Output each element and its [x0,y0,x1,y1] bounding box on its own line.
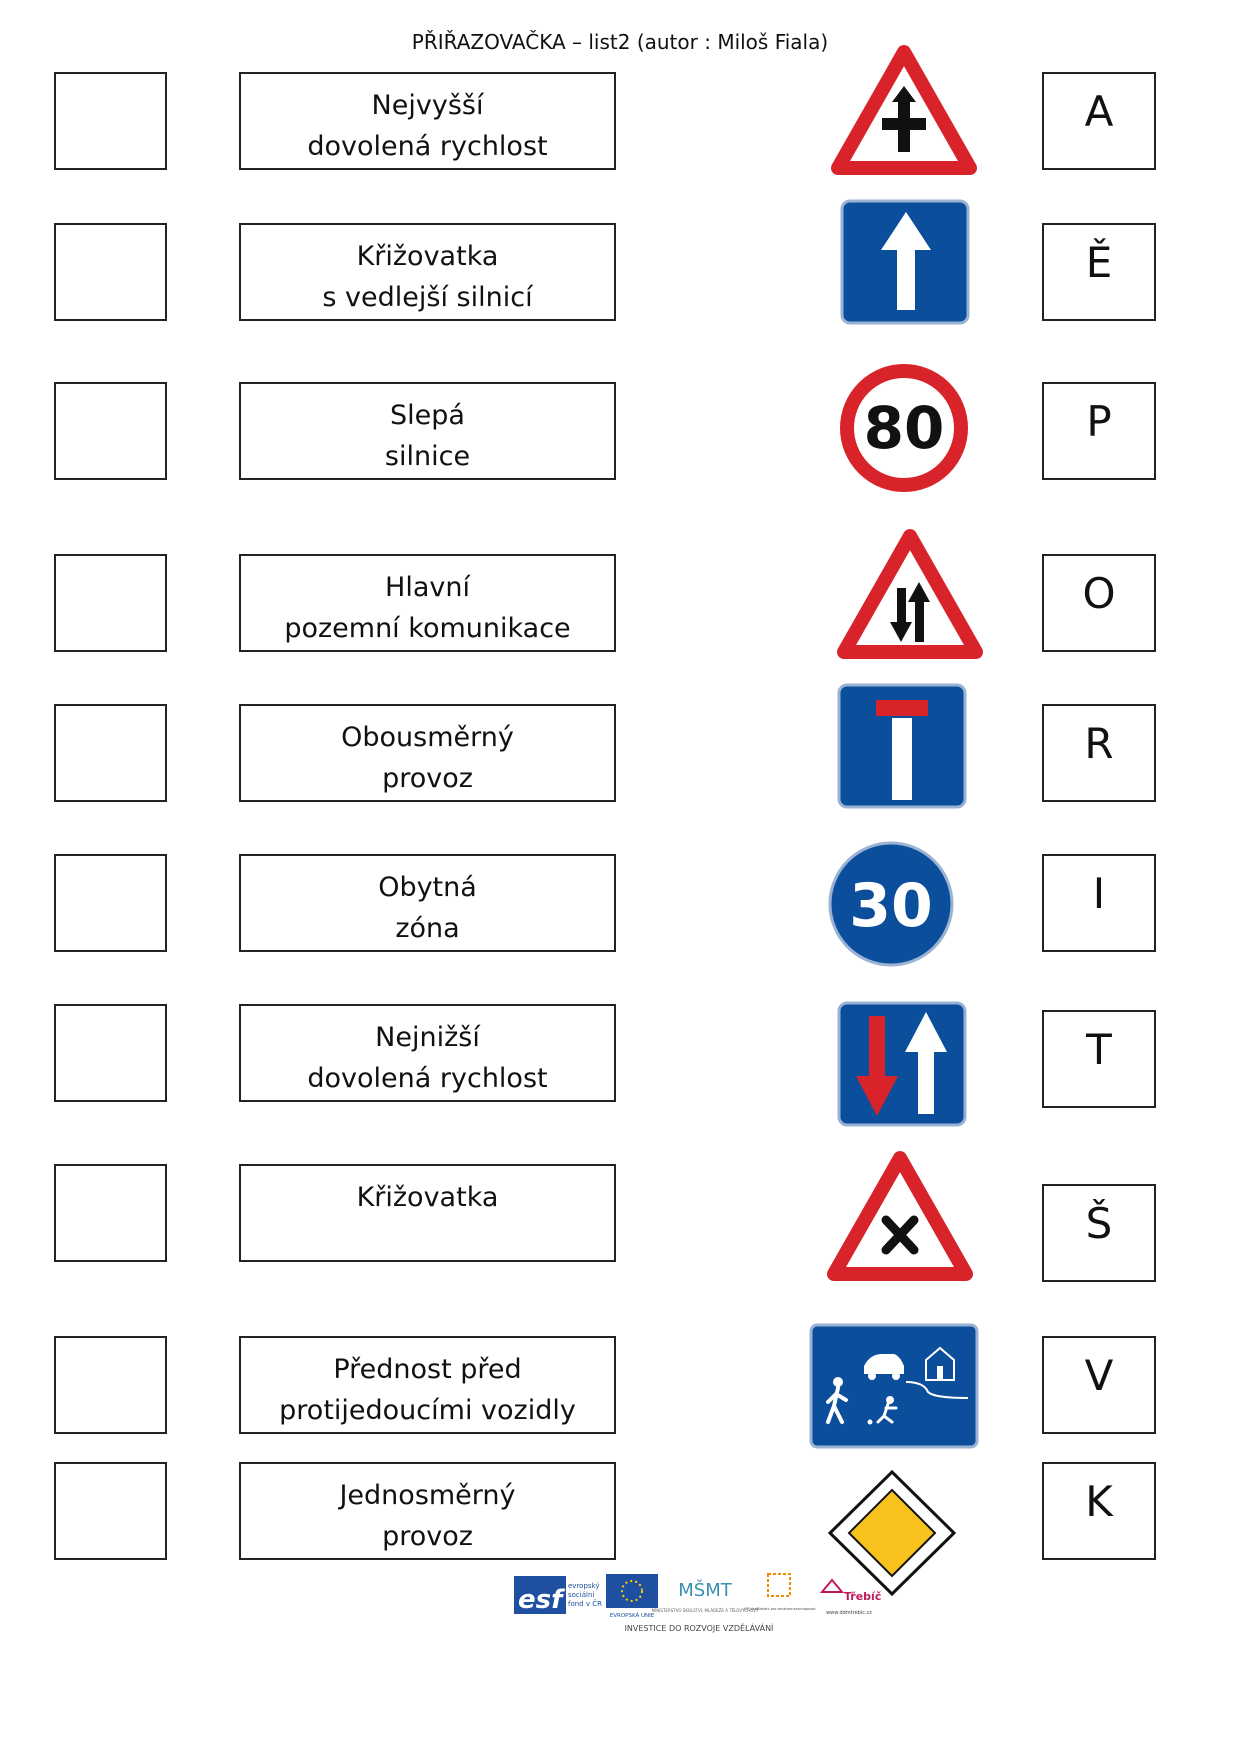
letter-box: P [1042,382,1156,480]
footer-logos [514,1570,884,1638]
term-line: dovolená rychlost [307,1063,548,1094]
term-line: Křižovatka [356,241,499,272]
answer-box[interactable] [54,1336,167,1434]
term-line: zóna [395,913,460,944]
term-line: Hlavní [385,572,470,603]
dead-end-road-sign-icon [836,682,968,810]
answer-box[interactable] [54,223,167,321]
esf-caption: evropský [568,1582,600,1590]
crossroad-side-road-warning-sign-icon [832,46,976,174]
op-vk-logo [744,1572,816,1620]
maximum-speed-80-sign-icon [840,364,968,492]
answer-box[interactable] [54,854,167,952]
ddm-trebic-logo [814,1570,884,1620]
page-title: PŘIŘAZOVAČKA – list2 (autor : Miloš Fiala) [411,30,829,54]
term-line: s vedlejší silnicí [322,282,533,313]
term-line: dovolená rychlost [307,131,548,162]
letter-box: T [1042,1010,1156,1108]
term-line: Slepá [390,400,465,431]
esf-caption: fond v ČR [568,1600,602,1608]
esf-logo [514,1576,604,1618]
term-line: silnice [384,441,471,472]
speed-label: 30 [849,871,933,941]
term-box [239,704,616,802]
op-caption: OP Vzdělávání pro konkurenceschopnost [744,1607,816,1611]
priority-over-oncoming-sign-icon [836,1000,968,1128]
footer-tagline: INVESTICE DO ROZVOJE VZDĚLÁVÁNÍ [624,1624,774,1633]
term-line: provoz [382,763,473,794]
letter-box: Š [1042,1184,1156,1282]
crossroad-warning-sign-icon [828,1152,972,1280]
term-line: Nejvyšší [371,90,484,121]
term-box [239,1336,616,1434]
answer-box[interactable] [54,554,167,652]
term-line: pozemní komunikace [284,613,571,644]
eu-caption: EVROPSKÁ UNIE [609,1613,655,1619]
answer-box[interactable] [54,1004,167,1102]
term-line: Obytná [378,872,477,903]
letter-box: I [1042,854,1156,952]
residential-zone-sign-icon [808,1322,980,1450]
answer-box[interactable] [54,72,167,170]
term-box [239,1164,616,1262]
msmt-logo [651,1570,759,1622]
term-box [239,854,616,952]
esf-text: esf [518,1585,563,1615]
trebic-caption: www.ddmtrebic.cz [826,1610,872,1616]
letter-box: A [1042,72,1156,170]
term-line: protijedoucími vozidly [279,1395,576,1426]
speed-label: 80 [863,394,945,462]
answer-box[interactable] [54,1462,167,1560]
term-box [239,223,616,321]
eu-flag-logo [606,1574,658,1620]
minimum-speed-30-sign-icon [827,840,955,968]
term-line: Obousměrný [341,722,514,753]
answer-box[interactable] [54,704,167,802]
term-box [239,72,616,170]
trebic-text: Třebíč [844,1590,882,1603]
one-way-traffic-sign-icon [839,198,971,326]
term-box [239,1004,616,1102]
term-line: provoz [382,1521,473,1552]
term-line: Nejnižší [375,1022,480,1053]
term-box [239,382,616,480]
answer-box[interactable] [54,1164,167,1262]
term-line: Křižovatka [356,1182,499,1213]
term-line: Přednost před [333,1354,522,1385]
letter-box: K [1042,1462,1156,1560]
letter-box: R [1042,704,1156,802]
term-line: Jednosměrný [339,1480,516,1511]
two-way-traffic-warning-sign-icon [838,530,982,658]
msmt-text: MŠMT [678,1580,732,1601]
term-box [239,554,616,652]
letter-box: O [1042,554,1156,652]
letter-box: V [1042,1336,1156,1434]
letter-box: Ě [1042,223,1156,321]
esf-caption: sociální [568,1591,595,1599]
msmt-caption: MINISTERSTVO ŠKOLSTVÍ, MLÁDEŽE A TĚLOVÝCHOVY [651,1608,759,1613]
answer-box[interactable] [54,382,167,480]
term-box [239,1462,616,1560]
